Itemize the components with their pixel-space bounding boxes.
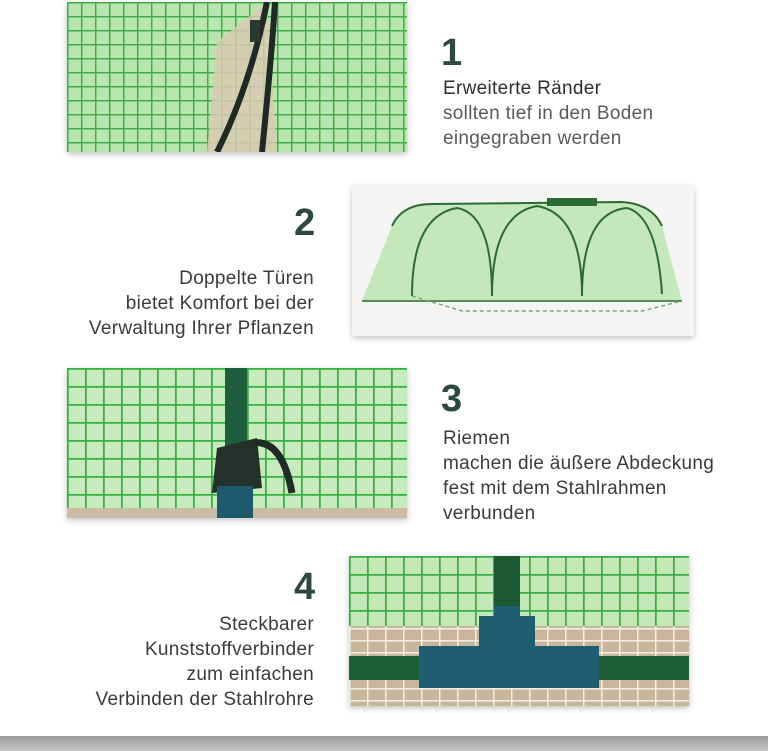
feature-4-line-2: Kunststoffverbinder [144, 639, 314, 660]
zipper-detail-photo [67, 2, 407, 152]
feature-4-line-1: Steckbarer [219, 614, 314, 635]
feature-2-line-2: bietet Komfort bei der [125, 293, 314, 314]
footer-bar [0, 736, 768, 751]
feature-2-line-3: Verwaltung Ihrer Pflanzen [88, 318, 314, 339]
feature-number-1: 1 [441, 32, 463, 74]
feature-1-line-2: sollten tief in den Boden [443, 103, 654, 124]
feature-description-3 [443, 426, 714, 526]
feature-description-2 [89, 266, 314, 341]
feature-3-line-1: Riemen [443, 428, 511, 449]
strap-detail-photo [67, 368, 407, 518]
feature-description-1 [443, 76, 653, 151]
feature-4-line-4: Verbinden der Stahlrohre [95, 689, 314, 710]
feature-4-line-3: zum einfachen [186, 664, 314, 685]
feature-1-line-1: Erweiterte Ränder [443, 78, 602, 99]
feature-3-line-2: machen die äußere Abdeckung [443, 453, 715, 474]
feature-number-4: 4 [294, 566, 316, 608]
feature-number-2: 2 [294, 202, 316, 244]
feature-3-line-4: verbunden [443, 503, 536, 524]
feature-3-line-3: fest mit dem Stahlrahmen [443, 478, 667, 499]
greenhouse-tunnel-photo [352, 186, 694, 336]
feature-number-3: 3 [441, 378, 463, 420]
feature-description-4 [96, 612, 314, 712]
connector-detail-photo [349, 556, 689, 706]
feature-2-line-1: Doppelte Türen [179, 268, 314, 289]
feature-1-line-3: eingegraben werden [443, 128, 622, 149]
